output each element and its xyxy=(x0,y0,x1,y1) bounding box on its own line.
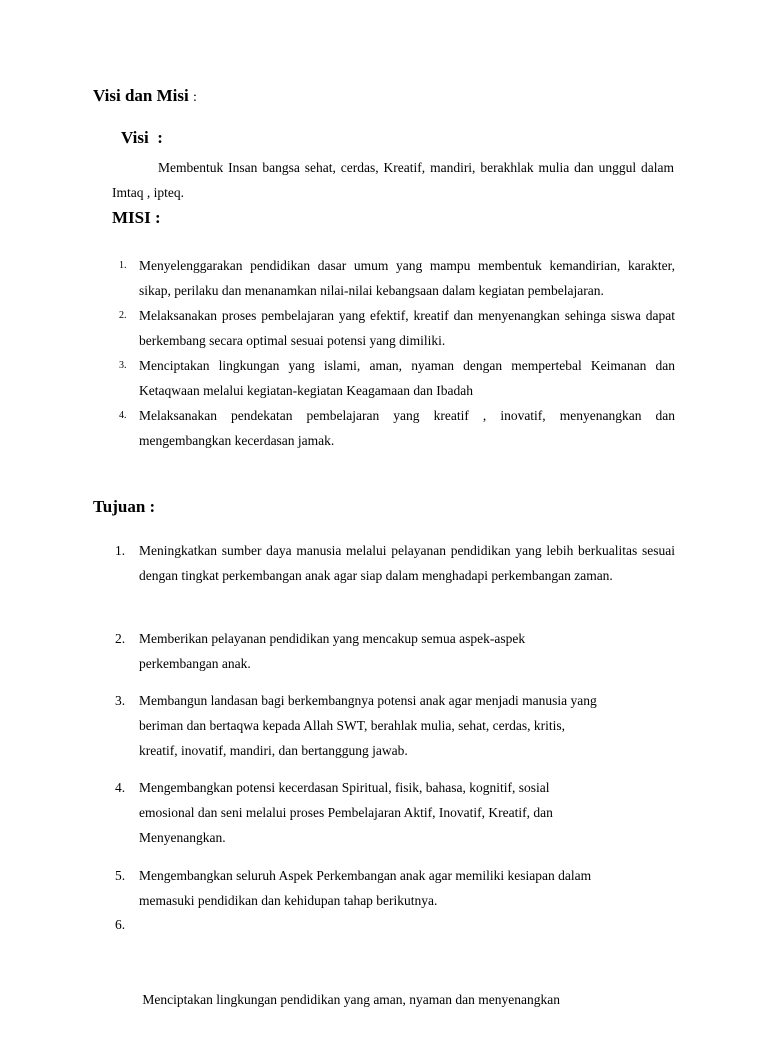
misi-item-text: Menciptakan lingkungan yang islami, aman, nyaman dengan mempertebal Keimanan dan Ketaqwaan melalui kegiatan-kegiatan Keagamaan dan Ibadah xyxy=(139,358,675,398)
misi-item-number: 1. xyxy=(119,260,127,271)
tujuan-item-line: beriman dan bertaqwa kepada Allah SWT, berahlak mulia, sehat, cerdas, kritis, xyxy=(139,718,565,733)
tujuan-item-number: 4. xyxy=(115,780,126,795)
tujuan-item-number: 3. xyxy=(115,693,126,708)
tujuan-item-number: 6. xyxy=(115,917,126,932)
misi-heading: MISI : xyxy=(112,208,161,227)
tujuan-item-2 xyxy=(115,626,675,676)
visi-misi-title-colon: : xyxy=(192,90,197,105)
misi-item-text: Melaksanakan pendekatan pembelajaran yang kreatif , inovatif, menyenangkan dan mengembangkan kecerdasan jamak. xyxy=(139,408,675,448)
misi-item-text: Menyelenggarakan pendidikan dasar umum yang mampu membentuk kemandirian, karakter, sikap, perilaku dan menanamkan nilai-nilai kebangsaan dalam kegiatan pembelajaran. xyxy=(139,258,675,298)
tujuan-item-line: Menciptakan lingkungan pendidikan yang aman, nyaman dan menyenangkan xyxy=(139,992,560,1007)
tujuan-item-text: Meningkatkan sumber daya manusia melalui pelayanan pendidikan yang lebih berkualitas sesuai dengan tingkat perkembangan anak agar siap dalam menghadapi perkembangan zaman. xyxy=(139,543,675,583)
misi-item-1 xyxy=(119,253,675,303)
visi-paragraph: Membentuk Insan bangsa sehat, cerdas, Kreatif, mandiri, berakhlak mulia dan unggul dalam Imtaq , ipteq. xyxy=(112,160,674,200)
misi-item-2 xyxy=(119,303,675,353)
tujuan-item-number: 5. xyxy=(115,868,126,883)
tujuan-item-line: Membangun landasan bagi berkembangnya potensi anak agar menjadi manusia yang xyxy=(139,693,597,708)
misi-item-text: Melaksanakan proses pembelajaran yang efektif, kreatif dan menyenangkan sehinga siswa dapat berkembang secara optimal sesuai potensi yang dimiliki. xyxy=(139,308,675,348)
tujuan-item-6 xyxy=(115,912,675,1062)
tujuan-heading: Tujuan : xyxy=(93,497,156,516)
misi-item-number: 4. xyxy=(119,410,127,421)
tujuan-item-line: emosional dan seni melalui proses Pembelajaran Aktif, Inovatif, Kreatif, dan xyxy=(139,805,553,820)
misi-list xyxy=(119,253,675,453)
tujuan-item-number: 2. xyxy=(115,631,126,646)
misi-item-4 xyxy=(119,403,675,453)
tujuan-item-5 xyxy=(115,863,675,913)
tujuan-item-3 xyxy=(115,688,675,763)
misi-item-number: 2. xyxy=(119,310,127,321)
misi-item-3 xyxy=(119,353,675,403)
visi-misi-title-text: Visi dan Misi xyxy=(93,86,189,105)
tujuan-item-line: Menyenangkan. xyxy=(139,830,226,845)
tujuan-item-number: 1. xyxy=(115,543,126,558)
tujuan-item-line: kreatif, inovatif, mandiri, dan bertanggung jawab. xyxy=(139,743,408,758)
tujuan-item-line: Memberikan pelayanan pendidikan yang mencakup semua aspek-aspek xyxy=(139,631,526,646)
tujuan-item-1 xyxy=(115,538,675,588)
tujuan-item-4 xyxy=(115,775,675,850)
tujuan-item-line: memasuki pendidikan dan kehidupan tahap berikutnya. xyxy=(139,893,438,908)
tujuan-item-line: perkembangan anak. xyxy=(139,656,251,671)
visi-misi-title xyxy=(93,86,197,106)
misi-item-number: 3. xyxy=(119,360,127,371)
tujuan-item-line: Mengembangkan potensi kecerdasan Spiritual, fisik, bahasa, kognitif, sosial xyxy=(139,780,550,795)
visi-heading: Visi : xyxy=(121,128,163,147)
tujuan-item-line: Mengembangkan seluruh Aspek Perkembangan anak agar memiliki kesiapan dalam xyxy=(139,868,592,883)
